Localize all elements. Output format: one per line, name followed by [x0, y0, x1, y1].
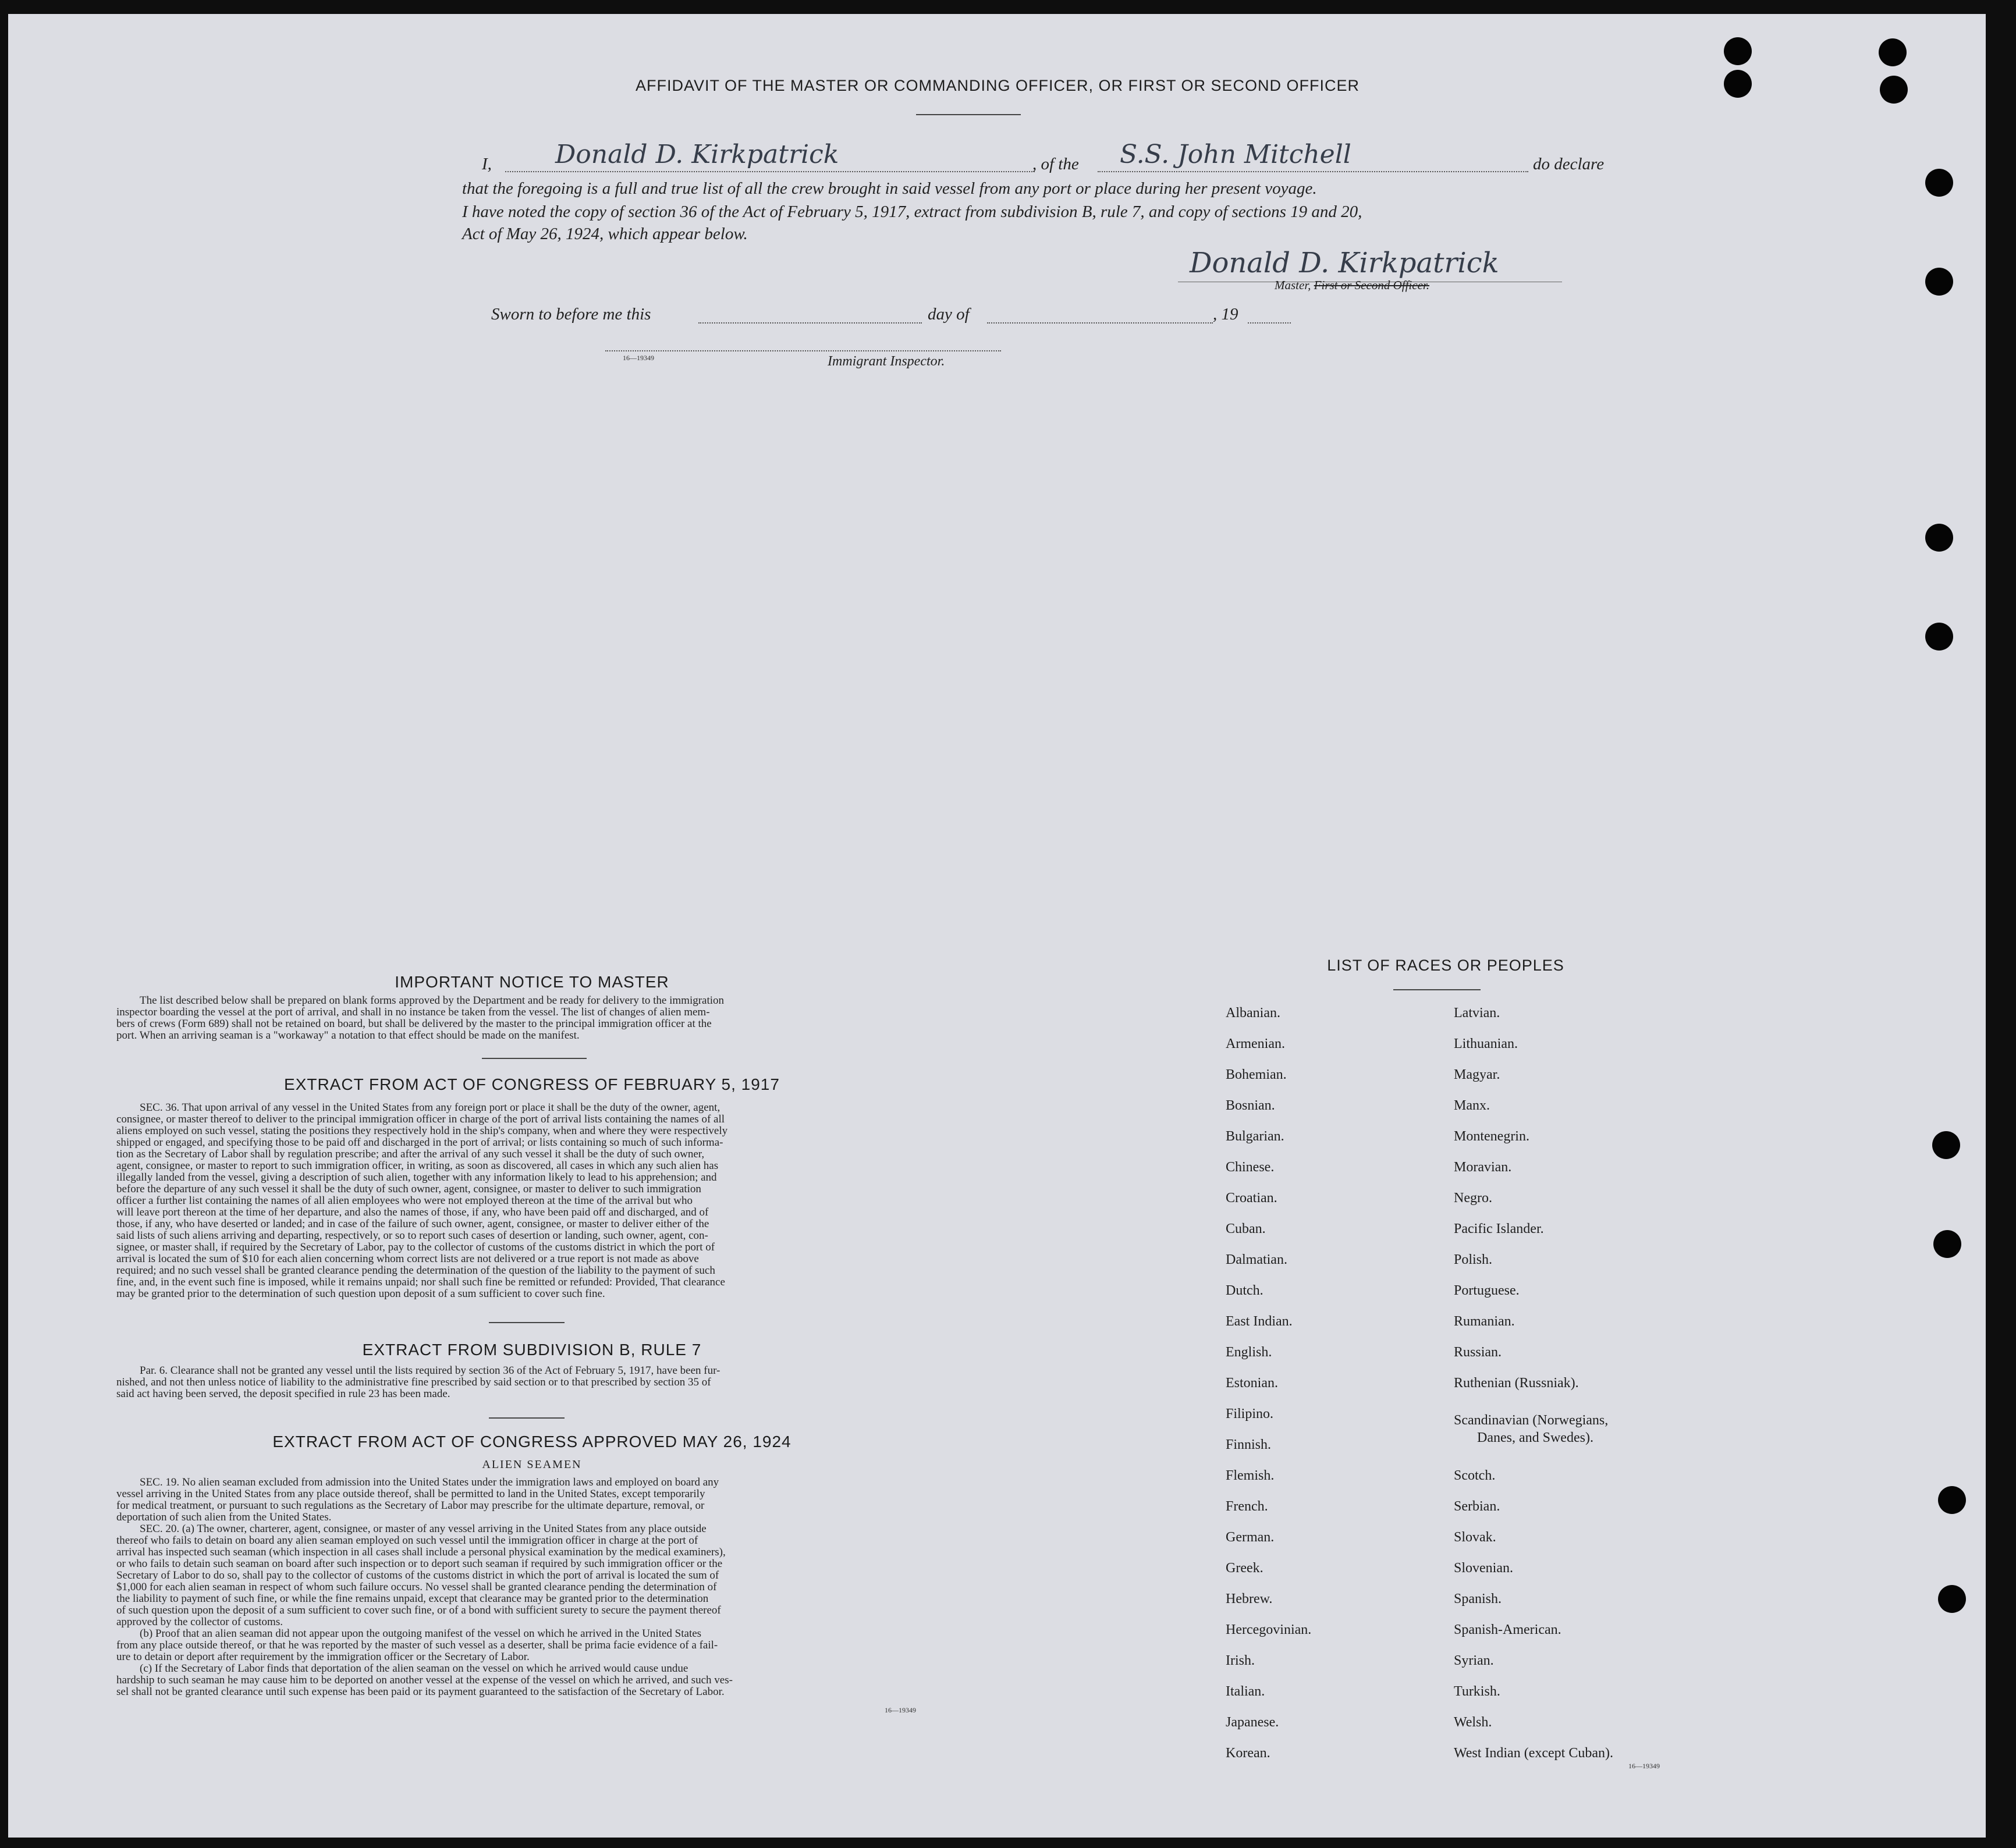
extract-1924-line: vessel arriving in the United States from any place outside thereof, shall be permitted to land in the United States, except temporarily	[116, 1488, 705, 1500]
extract-form-number: 16—19349	[885, 1706, 916, 1714]
race-item: Scotch.	[1454, 1468, 1496, 1483]
sig-struck-officer: First or Second Officer.	[1314, 278, 1429, 292]
extract-1924-line: for medical treatment, or pursuant to such regulations as the Secretary of Labor may prescribe for the ultimate departure, removal, or	[116, 1499, 705, 1512]
notice-line: The list described below shall be prepared on blank forms approved by the Department and be ready for delivery to the immigration	[140, 994, 725, 1007]
race-item: Cuban.	[1226, 1221, 1266, 1236]
race-item: Russian.	[1454, 1345, 1502, 1360]
punch-hole	[1933, 1230, 1961, 1258]
race-item: English.	[1226, 1345, 1272, 1360]
vessel-name-handwritten: S.S. John Mitchell	[1120, 140, 1351, 169]
punch-hole	[1925, 268, 1953, 296]
extract-1924-line: of such question upon the deposit of a sum sufficient to cover such fine, or of a bond with sufficient surety to secure the payment thereof	[116, 1604, 721, 1616]
affidavit-of-the: , of the	[1032, 155, 1079, 173]
extract-1924-line: SEC. 19. No alien seaman excluded from admission into the United States under the immigration laws and employed on board any	[140, 1476, 719, 1488]
sworn-day-field	[698, 307, 922, 324]
extract-1917-line: will leave port thereon at the time of her departure, and also the names of those, if any, who have been paid off and discharged, and of	[116, 1206, 709, 1218]
race-item: Korean.	[1226, 1746, 1270, 1761]
extract-1924-line: hardship to such seaman he may cause him to be deported on another vessel at the expense of the vessel on which he arrived, and such ves-	[116, 1674, 733, 1686]
notice-line: port. When an arriving seaman is a "workaway" a notation to that effect should be made on the manifest.	[116, 1029, 580, 1042]
race-item: Dutch.	[1226, 1283, 1263, 1298]
punch-hole	[1880, 76, 1908, 104]
day-of-label: day of	[928, 305, 970, 324]
race-item: French.	[1226, 1499, 1268, 1514]
extract-1917-line: may be granted prior to the determination of such question upon deposit of a sum sufficient to cover such fine.	[116, 1288, 605, 1300]
race-item: Chinese.	[1226, 1160, 1275, 1175]
extract-1924-line: from any place outside thereof, or that he was reported by the master of such vessel as a deserter, shall be prima facie evidence of a fail-	[116, 1639, 718, 1651]
race-item: Danes, and Swedes).	[1477, 1430, 1593, 1445]
rule7-line: Par. 6. Clearance shall not be granted any vessel until the lists required by section 36 of the Act of February 5, 1917, have been fur-	[140, 1364, 720, 1377]
extract-1917-line: tion as the Secretary of Labor shall by regulation prescribe; and after the arrival of any such vessel it shall be the duty of such owner,	[116, 1148, 705, 1160]
affidavit-form-number: 16—19349	[623, 354, 654, 362]
rule7-line: nished, and not then unless notice of liability to the administrative fine prescribed by said section or to that prescribed by section 35 of	[116, 1376, 711, 1388]
race-item: Montenegrin.	[1454, 1129, 1529, 1144]
punch-hole	[1938, 1585, 1966, 1613]
race-item: West Indian (except Cuban).	[1454, 1746, 1613, 1761]
extract-1924-line: SEC. 20. (a) The owner, charterer, agent, consignee, or master of any vessel arriving in the United States from any place outside	[140, 1523, 707, 1535]
divider	[482, 1058, 587, 1059]
rule7-text	[116, 1365, 949, 1400]
race-item: Pacific Islander.	[1454, 1221, 1544, 1236]
race-item: Bulgarian.	[1226, 1129, 1284, 1144]
extract-1924-line: approved by the collector of customs.	[116, 1616, 283, 1628]
affidavit-line4: Act of May 26, 1924, which appear below.	[462, 225, 748, 243]
extract-1917-line: those, if any, who have deserted or landed; and in case of the failure of such owner, agent, consignee, or master to deliver either of the	[116, 1218, 709, 1230]
affidavit-title: AFFIDAVIT OF THE MASTER OR COMMANDING OFFICER, OR FIRST OR SECOND OFFICER	[635, 77, 1360, 94]
race-item: Italian.	[1226, 1684, 1265, 1699]
extract-1917-line: said lists of such aliens arriving and departing, respectively, or so to report such cases of desertion or landing, such owner, agent, con-	[116, 1229, 708, 1242]
race-item: Polish.	[1454, 1252, 1493, 1267]
extract-1924-line: Secretary of Labor to do so, shall pay to the collector of customs of the customs district in which the port of arrival is located the sum of	[116, 1569, 719, 1582]
race-item: Turkish.	[1454, 1684, 1500, 1699]
punch-hole	[1879, 38, 1907, 66]
race-item: German.	[1226, 1530, 1275, 1545]
race-item: Finnish.	[1226, 1437, 1272, 1452]
extract-1917-title: EXTRACT FROM ACT OF CONGRESS OF FEBRUARY 5, 1917	[284, 1075, 780, 1093]
extract-1917-line: illegally landed from the vessel, giving a description of such alien, together with any information likely to lead to his apprehension; and	[116, 1171, 717, 1184]
divider	[489, 1417, 565, 1419]
affidavit-line1	[450, 140, 1673, 180]
sworn-year-field	[1248, 307, 1291, 324]
races-form-number: 16—19349	[1628, 1762, 1660, 1770]
race-item: Spanish-American.	[1454, 1622, 1561, 1637]
race-item: Dalmatian.	[1226, 1252, 1287, 1267]
notice-title: IMPORTANT NOTICE TO MASTER	[395, 973, 669, 991]
race-item: Rumanian.	[1454, 1314, 1515, 1329]
race-item: Greek.	[1226, 1561, 1263, 1576]
race-item: Slovak.	[1454, 1530, 1496, 1545]
extract-1917-line: shipped or engaged, and specifying those to be paid off and discharged in the port of arrival; or lists containing so much of such informa-	[116, 1136, 723, 1149]
document-page	[8, 14, 1986, 1838]
notice-text	[116, 995, 949, 1042]
race-item: Portuguese.	[1454, 1283, 1520, 1298]
extract-1917-line: aliens employed on such vessel, stating the positions they respectively hold in the ship's company, when and where they were respectively	[116, 1125, 728, 1137]
extract-1917-line: signee, or master shall, if required by the Secretary of Labor, pay to the collector of customs of the customs district in which the port of	[116, 1241, 715, 1253]
punch-hole	[1938, 1486, 1966, 1514]
divider	[1393, 989, 1481, 990]
race-item: Japanese.	[1226, 1715, 1279, 1730]
race-item: Welsh.	[1454, 1715, 1492, 1730]
race-item: Flemish.	[1226, 1468, 1275, 1483]
race-item: Irish.	[1226, 1653, 1255, 1668]
race-item: Ruthenian (Russniak).	[1454, 1376, 1579, 1391]
notice-line: inspector boarding the vessel at the port of arrival, and shall in no instance be taken from the vessel. The list of changes of alien mem-	[116, 1006, 710, 1018]
race-item: Moravian.	[1454, 1160, 1512, 1175]
master-name-handwritten: Donald D. Kirkpatrick	[555, 140, 839, 169]
extract-1924-line: $1,000 for each alien seaman in respect of whom such failure occurs. No vessel shall be granted clearance pending the determination of	[116, 1581, 717, 1593]
extract-1924-line: (b) Proof that an alien seaman did not appear upon the outgoing manifest of the vessel on which he arrived in the United States	[140, 1627, 702, 1640]
extract-1924-line: (c) If the Secretary of Labor finds that deportation of the alien seaman on the vessel on which he arrived would cause undue	[140, 1662, 688, 1675]
inspector-caption: Immigrant Inspector.	[828, 354, 945, 369]
punch-hole	[1724, 37, 1752, 65]
race-item: Serbian.	[1454, 1499, 1500, 1514]
punch-hole	[1932, 1131, 1960, 1159]
extract-1924-line: or who fails to detain such seaman on board after such inspection or to deport such seaman if required by such immigration officer or the	[116, 1558, 723, 1570]
rule7-title: EXTRACT FROM SUBDIVISION B, RULE 7	[362, 1341, 702, 1359]
race-item: Bohemian.	[1226, 1067, 1287, 1082]
race-item: East Indian.	[1226, 1314, 1293, 1329]
sworn-line	[491, 305, 1306, 330]
extract-1924-line: deportation of such alien from the United States.	[116, 1511, 332, 1523]
sig-master: Master,	[1275, 278, 1311, 292]
extract-1917-line: fine, and, in the event such fine is imposed, while it remains unpaid; nor shall such fine be remitted or refunded: Provided, That clearance	[116, 1276, 725, 1288]
race-item: Estonian.	[1226, 1376, 1278, 1391]
affidavit-line2: that the foregoing is a full and true list of all the crew brought in said vessel from any port or place during her present voyage.	[462, 179, 1317, 198]
race-item: Croatian.	[1226, 1190, 1277, 1206]
signature-caption	[1275, 278, 1429, 293]
extract-1924-line: ure to detain or deport after requirement by the immigration officer or the Secretary of Labor.	[116, 1651, 530, 1663]
extract-1917-line: officer a further list containing the names of all alien employees who were not employed thereon at the time of the arrival but who	[116, 1195, 693, 1207]
punch-hole	[1724, 70, 1752, 98]
extract-1917-line: before the departure of any such vessel it shall be the duty of such owner, agent, consignee, or master to deliver to such immigration	[116, 1183, 701, 1195]
divider	[489, 1322, 565, 1323]
year-label: , 19	[1213, 305, 1238, 324]
affidavit-declare: do declare	[1533, 155, 1605, 173]
race-item: Hebrew.	[1226, 1591, 1273, 1607]
race-item: Magyar.	[1454, 1067, 1500, 1082]
extract-1917-line: agent, consignee, or master to report to such immigration officer, in writing, as soon as discovered, all cases in which any such alien has	[116, 1160, 719, 1172]
race-item: Albanian.	[1226, 1005, 1280, 1021]
race-item: Armenian.	[1226, 1036, 1285, 1051]
race-item: Scandinavian (Norwegians,	[1454, 1413, 1609, 1428]
extract-1924-line: sel shall not be granted clearance until such expense has been paid or its payment guaranteed to the satisfaction of the Secretary of Labor.	[116, 1686, 725, 1698]
race-item: Filipino.	[1226, 1406, 1274, 1421]
affidavit-line3: I have noted the copy of section 36 of the Act of February 5, 1917, extract from subdivision B, rule 7, and copy of sections 19 and 20,	[462, 202, 1362, 221]
extract-1917-line: arrival is located the sum of $10 for each alien concerning whom correct lists are not delivered or a true report is not made as above	[116, 1253, 699, 1265]
race-item: Spanish.	[1454, 1591, 1502, 1607]
notice-line: bers of crews (Form 689) shall not be retained on board, but shall be delivered by the master to the principal immigration officer at the	[116, 1018, 712, 1030]
extract-1917-line: SEC. 36. That upon arrival of any vessel in the United States from any foreign port or place it shall be the duty of the owner, agent,	[140, 1101, 720, 1114]
master-signature: Donald D. Kirkpatrick	[1190, 247, 1499, 279]
race-item: Slovenian.	[1454, 1561, 1513, 1576]
punch-hole	[1925, 623, 1953, 651]
race-item: Manx.	[1454, 1098, 1490, 1113]
extract-1924-line: the liability to payment of such fine, or while the fine remains unpaid, except that clearance may be granted prior to the determination	[116, 1593, 709, 1605]
extract-1924-line: thereof who fails to detain on board any alien seaman employed on such vessel until the immigration officer in charge at the port of	[116, 1534, 698, 1547]
extract-1917-text	[116, 1102, 949, 1300]
extract-1924-line: arrival has inspected such seaman (which inspection in all cases shall include a personal physical examination by the medical examiners),	[116, 1546, 726, 1558]
sworn-month-field	[987, 307, 1213, 324]
extract-1924-subtitle: ALIEN SEAMEN	[482, 1458, 582, 1471]
divider	[916, 114, 1021, 115]
race-item: Hercegovinian.	[1226, 1622, 1312, 1637]
affidavit-i: I,	[482, 155, 492, 173]
punch-hole	[1925, 169, 1953, 197]
race-item: Negro.	[1454, 1190, 1492, 1206]
extract-1924-title: EXTRACT FROM ACT OF CONGRESS APPROVED MAY 26, 1924	[272, 1433, 792, 1451]
race-item: Lithuanian.	[1454, 1036, 1518, 1051]
punch-hole	[1925, 524, 1953, 552]
rule7-line: said act having been served, the deposit specified in rule 23 has been made.	[116, 1388, 450, 1400]
race-item: Bosnian.	[1226, 1098, 1275, 1113]
extract-1924-text	[116, 1477, 949, 1698]
extract-1917-line: required; and no such vessel shall be granted clearance pending the determination of the question of the liability to the payment of such	[116, 1264, 715, 1277]
extract-1917-line: consignee, or master thereof to deliver to the principal immigration officer in charge of the port of arrival lists containing the names of all	[116, 1113, 725, 1125]
race-item: Latvian.	[1454, 1005, 1500, 1021]
race-item: Syrian.	[1454, 1653, 1494, 1668]
sworn-label: Sworn to before me this	[491, 305, 651, 324]
inspector-signature-line	[605, 347, 1001, 351]
races-title: LIST OF RACES OR PEOPLES	[1327, 957, 1564, 974]
